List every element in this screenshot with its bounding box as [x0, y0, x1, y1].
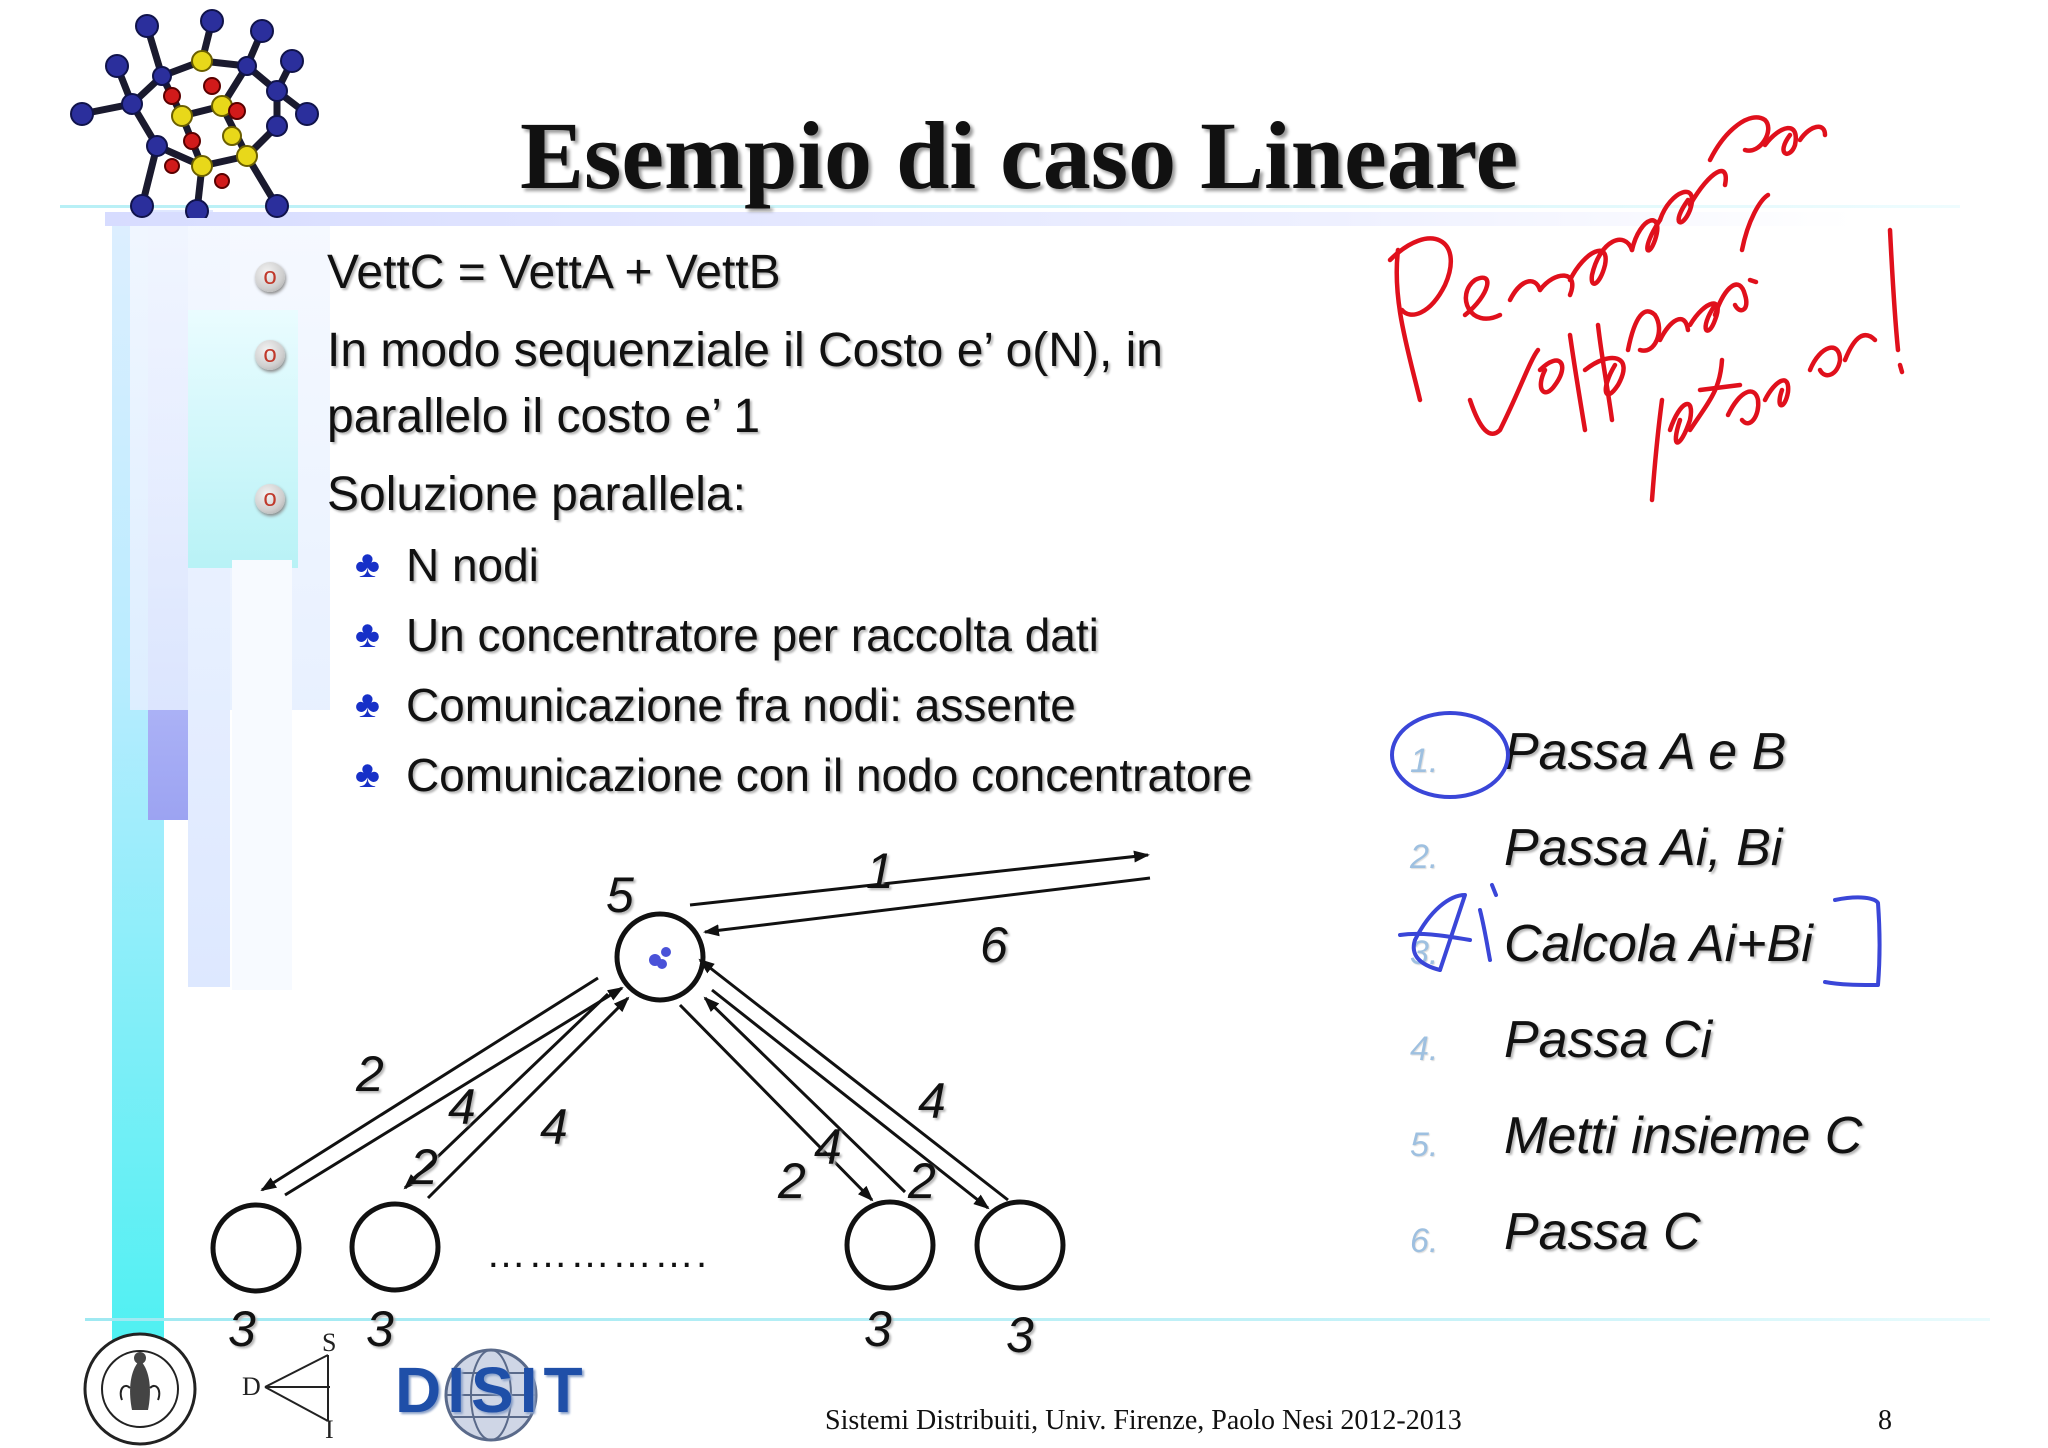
- worker-node-3: [847, 1202, 933, 1288]
- step-number: 3.: [1410, 934, 1439, 972]
- edge-label: 2: [908, 1153, 936, 1209]
- club-icon: ♣: [355, 684, 380, 726]
- slide-title: Esempio di caso Lineare: [520, 102, 1519, 209]
- worker-node-2: [352, 1204, 438, 1290]
- bullet-1-line-1: VettC = VettA + VettB: [327, 246, 781, 299]
- edge-label: 4: [448, 1079, 476, 1135]
- dsi-letter-s: S: [322, 1328, 337, 1357]
- disit-logo: [395, 1345, 610, 1440]
- edge-to-node-3: [680, 1005, 872, 1200]
- edge-label: 2: [410, 1139, 438, 1195]
- university-seal-logo: [80, 1330, 200, 1448]
- page-number: 8: [1878, 1405, 1892, 1436]
- node-label: 3: [864, 1301, 892, 1357]
- bullet-circle-icon: o: [255, 340, 285, 370]
- handwritten-blue-marks: [1380, 700, 1900, 1000]
- step-text: Passa A e B: [1504, 723, 1787, 781]
- output-arrow: [705, 878, 1150, 932]
- bullet-circle-icon: o: [255, 262, 285, 292]
- bullet-2-line-1: In modo sequenziale il Costo e’ o(N), in: [327, 324, 1163, 377]
- sub-bullet-text: N nodi: [405, 539, 539, 591]
- step-number: 6.: [1410, 1222, 1439, 1260]
- club-icon: ♣: [355, 614, 380, 656]
- slide-footer: Sistemi Distribuiti, Univ. Firenze, Paolo Nesi 2012-2013: [825, 1405, 1462, 1436]
- worker-node-4: [977, 1202, 1063, 1288]
- sub-bullet-text: Un concentratore per raccolta dati: [405, 609, 1099, 661]
- step-text: Passa Ci: [1504, 1011, 1713, 1069]
- worker-node-1: [213, 1205, 299, 1291]
- bullet-3-line-1: Soluzione parallela:: [327, 468, 746, 521]
- step-text: Metti insieme C: [1504, 1107, 1863, 1165]
- nodes-ellipsis: …………….: [486, 1232, 710, 1276]
- step-text: Passa Ai, Bi: [1504, 819, 1783, 877]
- edge-label: 4: [814, 1119, 842, 1175]
- input-arrow: [690, 855, 1148, 905]
- bracket-step-3: [1825, 897, 1880, 985]
- step-text: Passa C: [1504, 1203, 1701, 1261]
- dsi-letter-d: D: [242, 1372, 261, 1401]
- node-label: 3: [228, 1301, 256, 1357]
- circle-around-step-1: [1392, 713, 1508, 797]
- step-number: 1.: [1410, 742, 1439, 780]
- edge-label: 4: [540, 1099, 568, 1155]
- disit-logo-text: DISIT: [395, 1354, 589, 1426]
- step-text: Calcola Ai+Bi: [1504, 915, 1813, 973]
- step-number: 2.: [1410, 838, 1439, 876]
- step-number: 5.: [1410, 1126, 1439, 1164]
- sub-bullet-text: Comunicazione con il nodo concentratore: [405, 749, 1253, 801]
- edge-label: 2: [778, 1153, 806, 1209]
- label-concentrator: 5: [606, 867, 634, 923]
- club-icon: ♣: [355, 754, 380, 796]
- edge-label: 2: [356, 1046, 384, 1102]
- node-label: 3: [1006, 1307, 1034, 1363]
- edge-from-node-4: [700, 960, 1008, 1200]
- sub-bullet-text: Comunicazione fra nodi: assente: [405, 679, 1076, 731]
- step-number: 4.: [1410, 1030, 1439, 1068]
- label-input-arrow: 1: [866, 843, 894, 899]
- concentrator-marker: [649, 947, 671, 969]
- bullet-2-line-2: parallelo il costo e’ 1: [327, 390, 761, 443]
- label-output-arrow: 6: [980, 917, 1008, 973]
- handwritten-red-note: [1370, 100, 1930, 510]
- bullet-circle-icon: o: [255, 484, 285, 514]
- node-label: 3: [366, 1301, 394, 1357]
- edge-label: 4: [918, 1073, 946, 1129]
- dsi-letter-i: I: [325, 1415, 334, 1444]
- edge-to-node-4: [712, 990, 988, 1208]
- club-icon: ♣: [355, 544, 380, 586]
